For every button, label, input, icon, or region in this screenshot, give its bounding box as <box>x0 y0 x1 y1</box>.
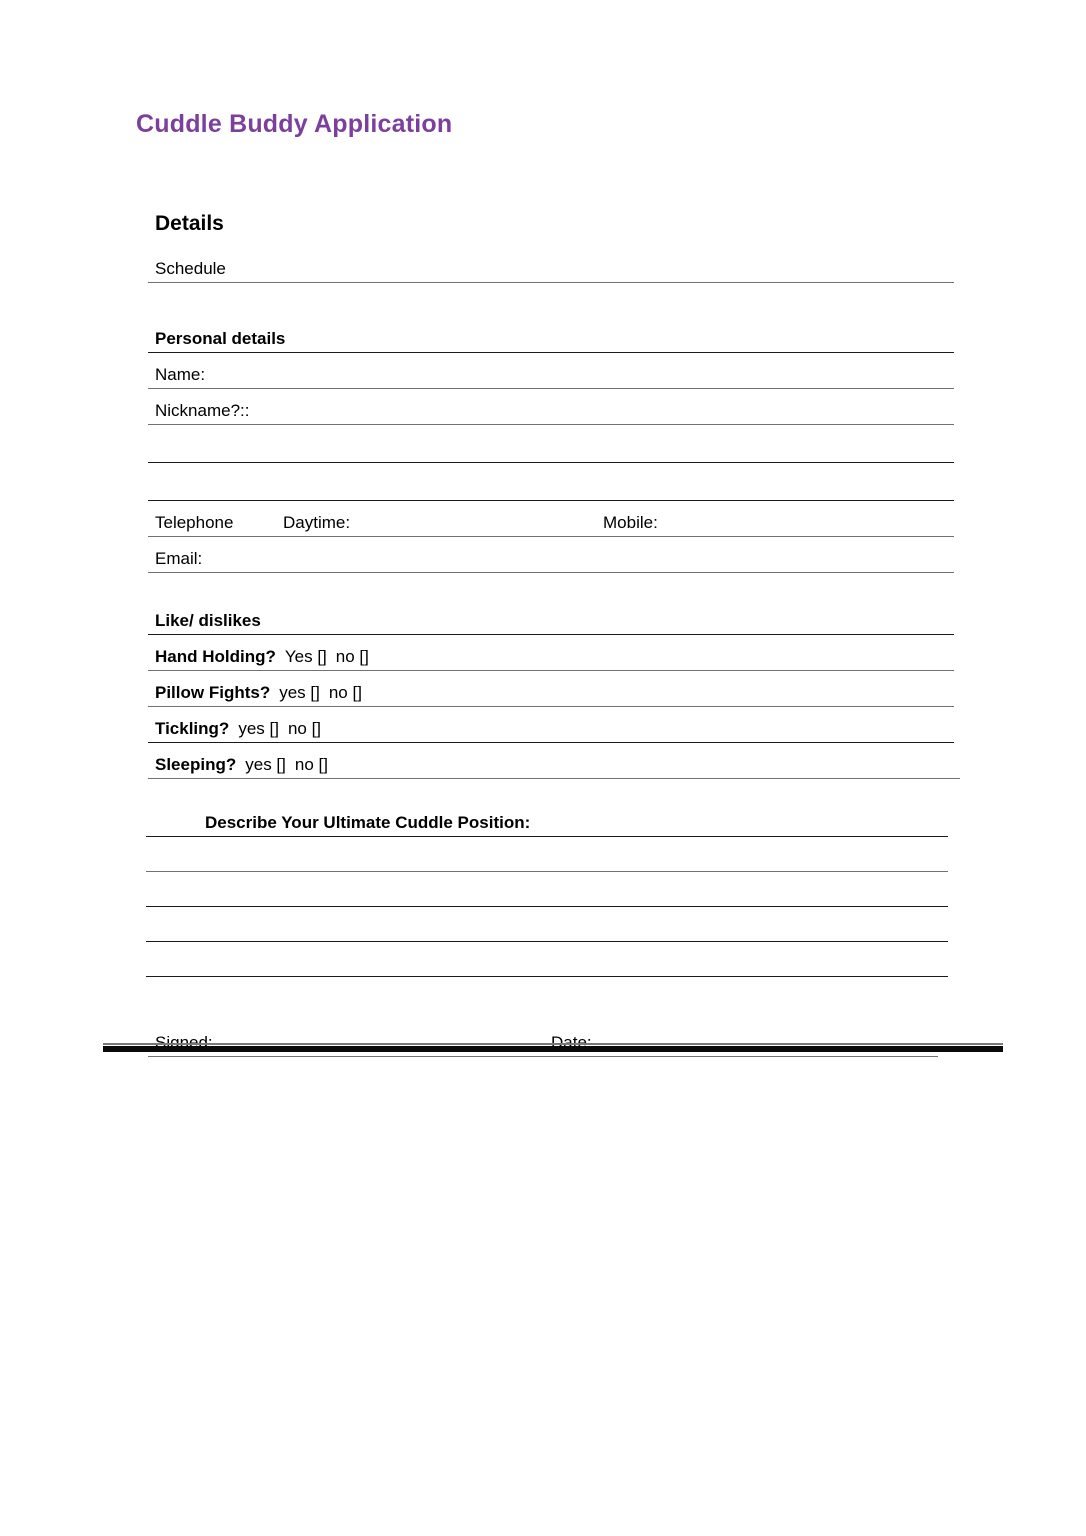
name-field-row[interactable] <box>148 353 954 389</box>
bottom-rule-thin-line <box>103 1043 1003 1045</box>
email-field-row[interactable] <box>148 537 954 573</box>
describe-answer-row-3[interactable] <box>146 907 948 942</box>
nickname-field-row[interactable] <box>148 389 954 425</box>
mobile-label: Mobile: <box>603 512 658 532</box>
checkbox-no-hand-holding[interactable]: no [] <box>335 646 369 666</box>
spacer <box>148 573 948 599</box>
question-row-hand-holding[interactable] <box>148 635 954 671</box>
describe-heading-row <box>146 801 948 837</box>
checkbox-no-sleeping[interactable]: no [] <box>294 754 328 774</box>
spacer <box>148 283 948 317</box>
email-label: Email: <box>155 548 203 568</box>
question-row-tickling[interactable] <box>148 707 954 743</box>
likes-dislikes-heading: Like/ dislikes <box>155 610 261 630</box>
blank-field-row-1[interactable] <box>148 425 954 463</box>
personal-details-heading-row <box>148 317 954 353</box>
bottom-rule-thick-line <box>103 1046 1003 1052</box>
page-title: Cuddle Buddy Application <box>136 110 453 138</box>
question-label-tickling: Tickling? <box>155 718 230 738</box>
describe-answer-row-1[interactable] <box>146 837 948 872</box>
describe-section-heading: Describe Your Ultimate Cuddle Position: <box>205 812 531 832</box>
form-body <box>148 212 948 1057</box>
telephone-label: Telephone <box>155 512 234 532</box>
describe-answer-row-4[interactable] <box>146 942 948 977</box>
personal-details-heading: Personal details <box>155 328 286 348</box>
describe-answer-row-2[interactable] <box>146 872 948 907</box>
spacer <box>148 779 948 801</box>
question-label-sleeping: Sleeping? <box>155 754 237 774</box>
schedule-label: Schedule <box>155 258 226 278</box>
question-label-pillow-fights: Pillow Fights? <box>155 682 271 702</box>
question-row-pillow-fights[interactable] <box>148 671 954 707</box>
question-row-sleeping[interactable] <box>148 743 960 779</box>
schedule-field-row[interactable] <box>148 247 954 283</box>
checkbox-yes-hand-holding[interactable]: Yes [] <box>284 646 327 666</box>
blank-field-row-2[interactable] <box>148 463 954 501</box>
daytime-label: Daytime: <box>283 512 351 532</box>
name-label: Name: <box>155 364 206 384</box>
telephone-field-row[interactable] <box>148 501 954 537</box>
checkbox-no-pillow-fights[interactable]: no [] <box>328 682 362 702</box>
checkbox-yes-sleeping[interactable]: yes [] <box>245 754 286 774</box>
spacer <box>148 977 948 1021</box>
checkbox-yes-pillow-fights[interactable]: yes [] <box>279 682 320 702</box>
checkbox-no-tickling[interactable]: no [] <box>287 718 322 738</box>
likes-dislikes-heading-row <box>148 599 954 635</box>
bottom-double-rule <box>103 1043 1003 1053</box>
details-section-heading: Details <box>155 212 224 235</box>
checkbox-yes-tickling[interactable]: yes [] <box>238 718 279 738</box>
nickname-label: Nickname?:: <box>155 400 250 420</box>
question-label-hand-holding: Hand Holding? <box>155 646 276 666</box>
